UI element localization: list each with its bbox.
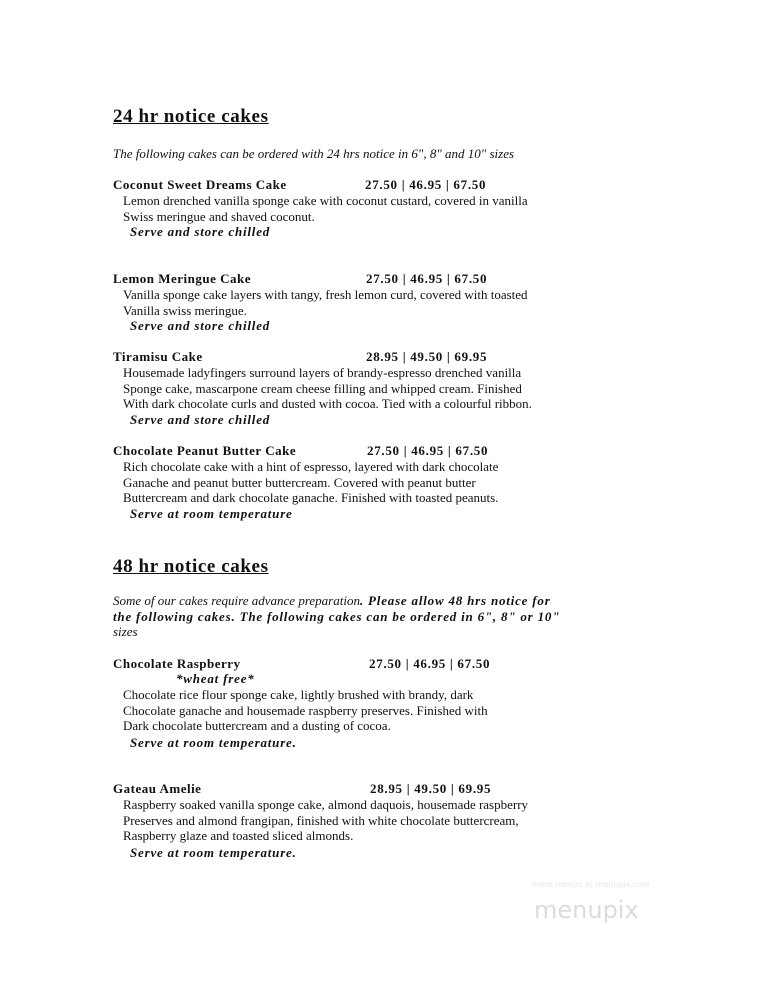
- serving-note: Serve at room temperature.: [130, 845, 297, 860]
- serving-note: Serve at room temperature: [130, 506, 293, 521]
- description-line: Dark chocolate buttercream and a dusting of cocoa.: [123, 718, 391, 734]
- intro-plain: Some of our cakes require advance preparation: [113, 593, 360, 608]
- cake-description: [123, 365, 532, 412]
- serving-note: Serve at room temperature.: [130, 735, 297, 750]
- description-line: Swiss meringue and shaved coconut.: [123, 208, 315, 224]
- cake-price: 27.50 | 46.95 | 67.50: [367, 443, 489, 458]
- cake-description: [123, 459, 498, 506]
- description-line: Lemon drenched vanilla sponge cake with coconut custard, covered in vanilla: [123, 193, 528, 208]
- dietary-tag: *wheat free*: [176, 671, 255, 686]
- watermark-logo: menupix: [534, 896, 639, 924]
- cake-description: [123, 797, 528, 844]
- cake-name: Lemon Meringue Cake: [113, 271, 252, 286]
- cake-description: [123, 687, 488, 734]
- cake-name: Gateau Amelie: [113, 781, 202, 796]
- cake-name: Tiramisu Cake: [113, 349, 203, 364]
- serving-note: Serve and store chilled: [130, 318, 271, 333]
- cake-price: 27.50 | 46.95 | 67.50: [365, 177, 487, 192]
- description-line: Rich chocolate cake with a hint of espresso, layered with dark chocolate: [123, 459, 499, 474]
- intro-line: [113, 624, 560, 640]
- cake-name: Chocolate Raspberry: [113, 656, 241, 671]
- section-intro-48hr: [113, 593, 560, 640]
- section-intro-24hr: The following cakes can be ordered with 24 hrs notice in 6", 8" and 10" sizes: [113, 146, 515, 161]
- description-line: Housemade ladyfingers surround layers of brandy-espresso drenched vanilla: [123, 365, 522, 380]
- intro-line: [113, 593, 560, 609]
- intro-line: [113, 609, 560, 625]
- cake-price: 27.50 | 46.95 | 67.50: [369, 656, 491, 671]
- description-line: Buttercream and dark chocolate ganache. Finished with toasted peanuts.: [123, 490, 499, 506]
- description-line: Raspberry glaze and toasted sliced almonds.: [123, 828, 354, 844]
- cake-name: Coconut Sweet Dreams Cake: [113, 177, 287, 192]
- cake-price: 28.95 | 49.50 | 69.95: [370, 781, 492, 796]
- serving-note: Serve and store chilled: [130, 412, 271, 427]
- intro-bold: . Please allow 48 hrs notice for: [359, 593, 551, 608]
- cake-price: 28.95 | 49.50 | 69.95: [366, 349, 488, 364]
- cake-description: [123, 287, 528, 318]
- description-line: Sponge cake, mascarpone cream cheese filling and whipped cream. Finished: [123, 380, 522, 396]
- cake-price: 27.50 | 46.95 | 67.50: [366, 271, 488, 286]
- description-line: Chocolate rice flour sponge cake, lightly brushed with brandy, dark: [123, 687, 474, 702]
- description-line: Raspberry soaked vanilla sponge cake, almond daquois, housemade raspberry: [123, 797, 529, 812]
- serving-note: Serve and store chilled: [130, 224, 271, 239]
- description-line: Chocolate ganache and housemade raspberry preserves. Finished with: [123, 702, 488, 718]
- description-line: Vanilla swiss meringue.: [123, 302, 247, 318]
- section-title-48hr: 48 hr notice cakes: [113, 556, 269, 577]
- cake-name: Chocolate Peanut Butter Cake: [113, 443, 297, 458]
- watermark-caption: more menus at menupix.com: [532, 880, 650, 889]
- description-line: Preserves and almond frangipan, finished with white chocolate buttercream,: [123, 812, 519, 828]
- description-line: Ganache and peanut butter buttercream. Covered with peanut butter: [123, 474, 476, 490]
- description-line: Vanilla sponge cake layers with tangy, fresh lemon curd, covered with toasted: [123, 287, 528, 302]
- intro-bold: the following cakes. The following cakes can be ordered in 6", 8" or 10": [113, 608, 561, 624]
- cake-description: [123, 193, 528, 224]
- description-line: With dark chocolate curls and dusted with cocoa. Tied with a colourful ribbon.: [123, 396, 532, 412]
- section-title-24hr: 24 hr notice cakes: [113, 106, 269, 127]
- intro-plain: sizes: [113, 624, 138, 640]
